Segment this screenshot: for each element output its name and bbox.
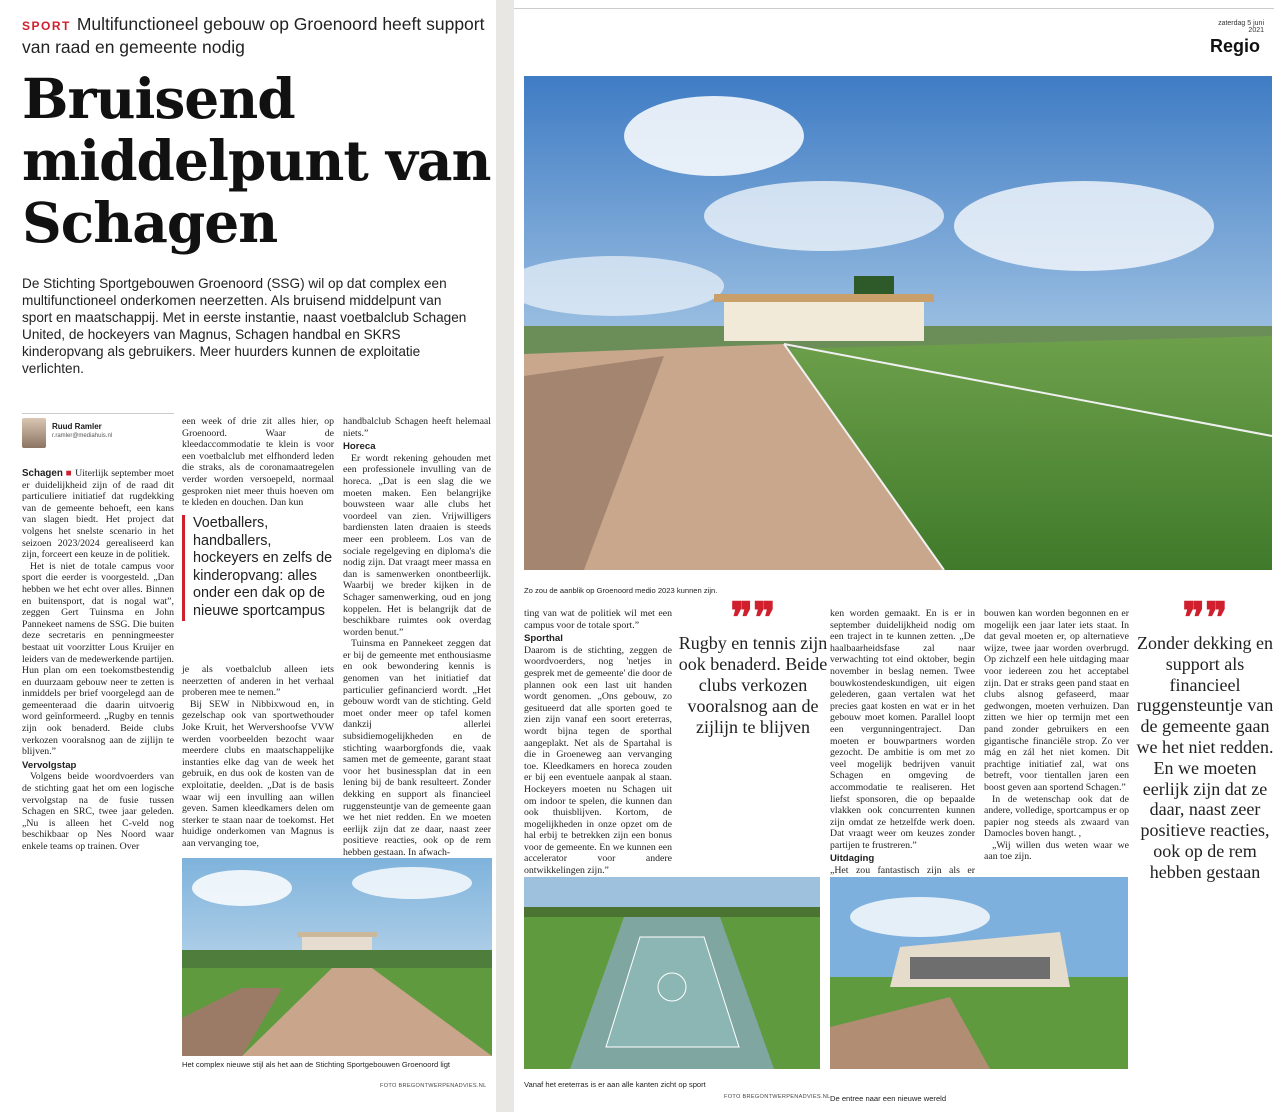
quote-mark-icon: ❞❞ <box>730 596 776 642</box>
page-gutter <box>496 0 514 1112</box>
left-newspaper-page <box>0 0 496 1112</box>
dateline: Schagen <box>22 468 63 479</box>
subheading-uitdaging: Uitdaging <box>830 853 875 865</box>
paragraph: handbalclub Schagen heeft helemaal niets.” <box>343 416 491 439</box>
paragraph: „Het zou fantastisch zijn als er <box>830 865 975 877</box>
article-column-1 <box>22 468 174 853</box>
paragraph <box>22 468 174 561</box>
kicker-text: Multifunctioneel gebouw op Groenoord heeft support van raad en gemeente nodig <box>22 14 485 57</box>
main-photo-caption: Zo zou de aanblik op Groenoord medio 2023 kunnen zijn. <box>524 586 718 595</box>
issue-date: zaterdag 5 juni 2021 <box>1218 20 1264 34</box>
pull-quote-text: Rugby en tennis zijn ook benaderd. Beide clubs verkozen vooralsnog aan de zijlijn te blijven <box>678 633 828 737</box>
author-avatar <box>22 418 46 448</box>
paragraph: Er wordt rekening gehouden met een professionele invulling van de horeca. „Dat is een slag die we moeten maken. Een belangrijke bouwsteen waar alle clubs het voordeel van zien. Vrijwilligers bardiensten laten draaien is steeds meer een probleem. Los van de sociale regelgeving en diploma's die nodig zijn. Dat vraagt meer massa en dan is samenwerken onontbeerlijk. Waarbij we breder kijken in de Schager samenwerking, oud en jong koppelen. Het is belangrijk dat de beschikbare ruimtes ook overdag worden benut.” <box>343 452 491 638</box>
paragraph: Het is niet de totale campus voor sport die eerder is voorgesteld. „Dan hebben we het echt over alles. Binnen en buitensport, dat is nogal wat”, zeggen Gert Tuinsma en John Pannekeet namens de SSG. Die buiten deze secretaris en penningmeester bestaat uit voorzitter Lous Kruijer en leiders van de medewerkende partijen. Hun plan om een toekomstbestendig en duurzaam gebouw neer te zetten is inmiddels per brief voorgelegd aan de gemeenteraad die daarin uitvoerig word geïnformeerd. „Rugby en tennis zijn ook benaderd. Beide clubs verkozen vooralsnog aan de zijlijn te blijven.” <box>22 560 174 758</box>
right-newspaper-page <box>514 0 1274 1112</box>
photo-credit: FOTO BREGONTWERPENADVIES.NL <box>380 1083 487 1089</box>
red-square-icon: ■ <box>65 468 73 479</box>
render-illustration <box>182 858 492 1056</box>
photo-entrance-render <box>830 877 1128 1069</box>
paragraph-text: Uiterlijk september moet er duidelijkheid zijn of de raad dit particuliere initiatief dat rugdekking van de gemeente behoeft, een kans van slagen biedt. Het project dat volgens het snelste scenario in het seizoen 2023/2024 gerealiseerd kan zijn, forceert een keuze in de politiek. <box>22 468 175 561</box>
render-illustration <box>524 877 820 1069</box>
article-headline: Bruisend middelpunt van Schagen <box>22 66 491 255</box>
paragraph: In de wetenschap ook dat de andere, volledige, sportcampus er op papier nog steeds als zwaard van Damocles boven hangt. , <box>984 793 1129 840</box>
photo-complex-render <box>182 858 492 1056</box>
court-photo-credit: FOTO BREGONTWERPENADVIES.NL <box>724 1094 831 1100</box>
paragraph: ken worden gemaakt. En is er in september duidelijkheid nodig om een traject in te kunnen zetten. „De haalbaarheidsfase zal naar verwachting tot eind oktober, begin november in beslag nemen. Twee bouwkostendeskundigen, uit eigen gelederen, gaan vertalen wat het precies gaat kosten en wat er in het gebouw moet komen. Parallel loopt een vergunningentraject. Dan moeten er bouwpartners worden gezocht. De ambitie is om met zo veel mogelijk bedrijven vanuit Schagen en omgeving de accommodatie te realiseren. Het liefst sponsoren, die op bepaalde vlakken ook concurrenten kunnen zijn omdat ze hetzelfde werk doen. Dat vraagt weer om keuzes zonder partijen te frustreren.” <box>830 608 975 851</box>
paragraph: Volgens beide woordvoerders van de stichting gaat het om een logische vervolgstap na de fusie tussen Schagen en SRC, twee jaar geleden. „Nu is alleen het C-veld nog beschikbaar op Nes Noord waar enkele teams op trainen. Over <box>22 771 174 852</box>
photo-court-view <box>524 877 820 1069</box>
byline <box>22 413 174 455</box>
main-photo-clubhouse-render <box>524 76 1272 570</box>
subheading-sporthal: Sporthal <box>524 633 563 645</box>
pull-quote-mid <box>678 596 828 738</box>
article-column-2 <box>182 416 334 509</box>
quote-mark-icon: ❞❞ <box>1182 596 1228 642</box>
article-intro: De Stichting Sportgebouwen Groenoord (SSG) wil op dat complex een multifunctioneel onderkomen neerzetten. Als bruisend middelpunt van sport en maatschappij. Met in eerste instantie, naast voetbalclub Schagen United, de hockeyers van Magnus, Schagen handbal en SKRS kinderopvang als gebruikers. Meer huurders kunnen de exploitatie verlichten. <box>22 276 467 376</box>
paragraph: je als voetbalclub alleen iets neerzetten of anderen in het verhaal proberen mee te nemen.” <box>182 664 334 699</box>
article-column-3 <box>343 416 491 859</box>
section-label: Regio <box>1210 36 1261 56</box>
court-photo-caption: Vanaf het ereterras is er aan alle kanten zicht op sport <box>524 1080 706 1089</box>
right-article-column-4 <box>984 608 1129 863</box>
paragraph: ting van wat de politiek wil met een campus voor de totale sport.” <box>524 608 672 631</box>
paragraph: „Wij willen dus weten waar we aan toe zijn. <box>984 839 1129 863</box>
pull-quote-right <box>1136 596 1274 883</box>
right-article-column-1 <box>524 608 672 888</box>
section-tag: SPORT <box>22 19 71 33</box>
author-email: r.ramler@mediahuis.nl <box>52 433 113 439</box>
entrance-photo-caption: De entree naar een nieuwe wereld <box>830 1094 947 1103</box>
top-rule <box>514 8 1274 9</box>
render-illustration <box>830 877 1128 1069</box>
pull-quote: Voetballers, handballers, hockeyers en zelfs de kinderopvang: alles onder een dak op de nieuwe sportcampus <box>182 515 337 621</box>
paragraph: Tuinsma en Pannekeet zeggen dat er bij de gemeente met enthousiasme en ook bewondering kennis is genomen van het initiatief dat particulier gefinancierd wordt. „Het gebouw wordt van de stichting. Geld moet onder meer op tafel komen dankzij allerlei subsidiemogelijkheden en de stichting waarborgfonds die, vaak samen met de gemeente, garant staat voor het businessplan dat in een lening bij de bank resulteert. Zonder dekking en support als financieel ruggensteuntje van de gemeente gaan we het niet redden. En we moeten eerlijk zijn dat ze daar, naast zeer positieve reacties, ook op de rem hebben gestaan. In afwach- <box>343 638 491 858</box>
article-kicker <box>22 14 492 58</box>
paragraph: Daarom is de stichting, zeggen de woordvoerders, nog 'netjes in gesprek met de gemeente' die door de plannen ook een last uit handen wordt genomen. „Ons gebouw, zo gesitueerd dat alle sporten goed te zien zijn vanaf een soort ereterras, wordt bijna tegen de sporthal aangeplakt. Net als de Spartahal is die in Groeneweg aan vervanging toe. Kleedkamers en horeca zouden er bij een eventuele aanpak al staan. Hockeyers moeten nu Schagen uit om indoor te spelen, die kunnen dan ook thuisblijven. Kortom, de mogelijkheden in onze opzet om de hal erbij te betrekken zijn een bonus voor de gemeente. En we kunnen een accelerator voor andere ontwikkelingen zijn.” <box>524 644 672 877</box>
paragraph: Bij SEW in Nibbixwoud en, in gezelschap ook van sportwethouder Joke Kruit, het Wervershoofse VVW werden voorbeelden bezocht waar meerdere clubs en maatschappelijke instanties elke dag van de week het gebruik, en dus ook de kosten van de exploitatie, deelden. „Dat is de basis waar wij een invulling aan willen geven. Samen kleedkamers delen om sterker te staan naar de toekomst. Het huidige onderkomen van Magnus is aan vervanging toe, <box>182 698 334 849</box>
paragraph: een week of drie zit alles hier, op Groenoord. Waar de kleedaccommodatie te klein is voor een voetbalclub met elfhonderd leden die straks, als de coronamaatregelen verder worden versoepeld, normaal gesproken niet meer thuis hoeven om te kleden en douchen. Dan kun <box>182 416 334 509</box>
pull-quote-text: Zonder dekking en support als financieel ruggensteuntje van de gemeente gaan we het niet redden. En we moeten eerlijk zijn dat ze daar, naast zeer positieve reacties, ook op de rem hebben gestaan <box>1136 633 1274 882</box>
author-name: Ruud Ramler <box>52 422 102 431</box>
right-article-column-3 <box>830 608 975 888</box>
paragraph: bouwen kan worden begonnen en er mogelijk een jaar later iets staat. In dat geval moeten er, op alternatieve wijze, twee jaar worden overbrugd. Op zichzelf een hele uitdaging maar voor iedereen zou het acceptabel zijn. Dat er straks geen pand staat en clubs alsnog gefaseerd, maar gedwongen, moeten verhuizen. Dan zitten we hier op termijn met een pand zonder gebruikers en een gigantische financiële strop. Zo ver mág en zál het niet komen. Dit prachtige initiatief zal, wat ons betreft, voor tientallen jaren een boost geven aan sportend Schagen.” <box>984 608 1129 793</box>
render-illustration <box>524 76 1272 570</box>
photo-caption: Het complex nieuwe stijl als het aan de Stichting Sportgebouwen Groenoord ligt <box>182 1060 451 1069</box>
subheading-vervolgstap: Vervolgstap <box>22 759 77 771</box>
subheading-horeca: Horeca <box>343 441 376 453</box>
article-column-2-continued <box>182 664 334 850</box>
